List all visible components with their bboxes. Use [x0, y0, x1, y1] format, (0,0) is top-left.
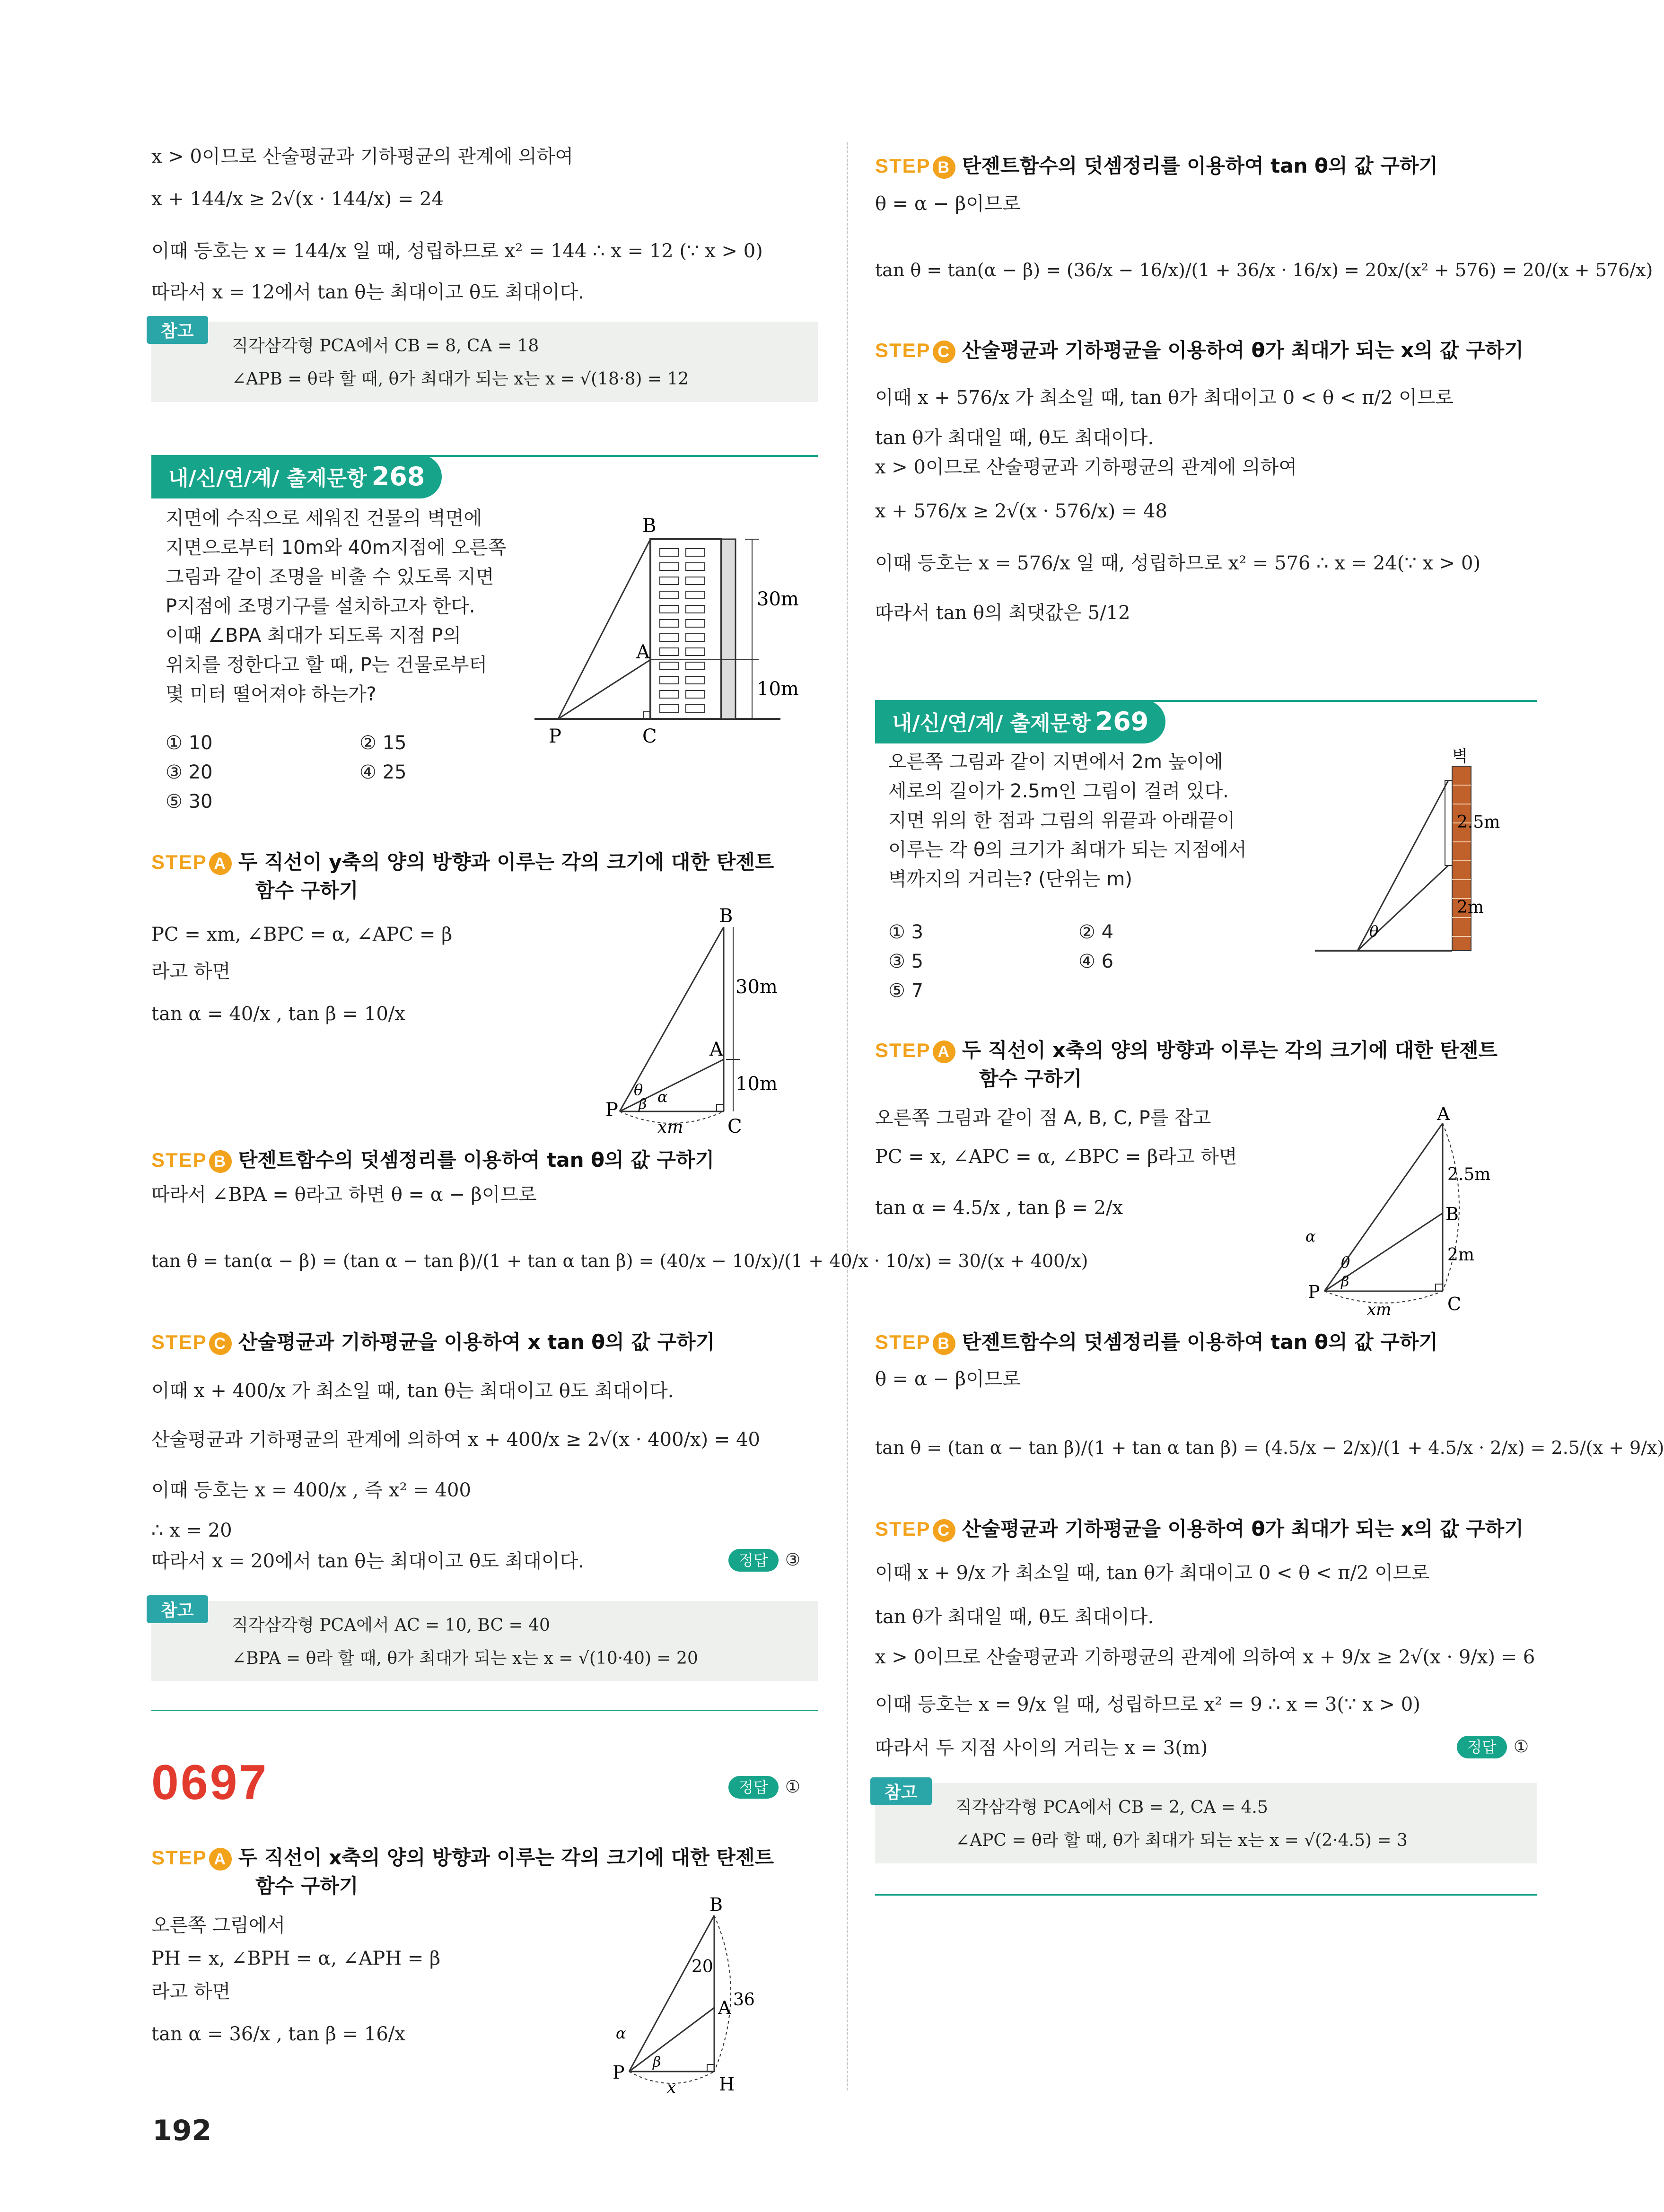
note-line: ∠BPA = θ라 할 때, θ가 최대가 되는 x는 x = √(10·40) = 20: [232, 1649, 698, 1668]
note-label: 참고: [870, 1777, 932, 1805]
label-C: C: [1447, 1294, 1462, 1314]
formula-line: 산술평균과 기하평균의 관계에 의하여 x + 400/x ≥ 2√(x · 400/x) = 40: [151, 1429, 761, 1451]
label-A: A: [709, 1039, 723, 1060]
formula-line: tan θ = (tan α − tan β)/(1 + tan α tan β) = (4.5/x − 2/x)/(1 + 4.5/x · 2/x) = 2.5/(x + 9/x): [875, 1437, 1664, 1458]
text-line: PC = x, ∠APC = α, ∠BPC = β라고 하면: [875, 1146, 1237, 1168]
step-tag-text: STEP: [151, 1149, 207, 1171]
problem-text: 그림과 같이 조명을 비출 수 있도록 지면: [166, 566, 494, 588]
text-line: PC = xm, ∠BPC = α, ∠APC = β: [151, 924, 453, 945]
step-c-heading: [875, 1513, 1524, 1542]
step-title: 산술평균과 기하평균을 이용하여 θ가 최대가 되는 x의 값 구하기: [962, 339, 1524, 362]
label-A: A: [718, 1997, 731, 2018]
text-line: tan θ가 최대일 때, θ도 최대이다.: [875, 427, 1154, 449]
text-line: θ = α − β이므로: [875, 193, 1021, 215]
choice-5[interactable]: ⑤ 30: [166, 791, 213, 813]
step-tag-text: STEP: [875, 1039, 931, 1061]
triangle-figure-0697: [605, 1894, 776, 2097]
text-line: 따라서 x = 12에서 tan θ는 최대이고 θ도 최대이다.: [151, 281, 584, 303]
step-letter: C: [933, 1519, 955, 1542]
triangle-figure-a: [605, 905, 778, 1145]
problem-text: 오른쪽 그림과 같이 지면에서 2m 높이에: [888, 751, 1223, 773]
answer-badge: [728, 1776, 800, 1799]
label-A: A: [1437, 1103, 1450, 1124]
question-number: 0697: [151, 1755, 269, 1810]
problem-text: 세로의 길이가 2.5m인 그림이 걸려 있다.: [888, 780, 1229, 802]
dim-2m: 2m: [1447, 1245, 1475, 1265]
formula-line: 이때 x + 576/x 가 최소일 때, tan θ가 최대이고 0 < θ < π/2 이므로: [875, 387, 1454, 409]
dim-30m: 30m: [736, 976, 778, 998]
step-b-heading: [151, 1145, 714, 1173]
label-B: B: [719, 905, 733, 927]
step-tag: [875, 155, 955, 177]
wall-figure: [1315, 747, 1504, 965]
formula-line: 이때 x + 400/x 가 최소일 때, tan θ는 최대이고 θ도 최대이다.: [151, 1380, 674, 1402]
step-letter: C: [933, 341, 955, 363]
text-line: x > 0이므로 산술평균과 기하평균의 관계에 의하여: [875, 456, 1297, 478]
formula-line: 이때 등호는 x = 400/x , 즉 x² = 400: [151, 1479, 471, 1501]
step-letter: A: [209, 1848, 232, 1871]
step-tag-text: STEP: [151, 851, 207, 873]
triangle-figure-269: [1296, 1103, 1504, 1320]
angle-theta: θ: [634, 1081, 643, 1099]
choice-2[interactable]: ② 4: [1078, 921, 1114, 943]
note-line: ∠APB = θ라 할 때, θ가 최대가 되는 x는 x = √(18·8) = 12: [232, 369, 689, 389]
formula-line: tan α = 40/x , tan β = 10/x: [151, 1003, 405, 1025]
formula-line: x > 0이므로 산술평균과 기하평균의 관계에 의하여 x + 9/x ≥ 2√(x · 9/x) = 6: [875, 1646, 1535, 1668]
text-line: PH = x, ∠BPH = α, ∠APH = β: [151, 1948, 441, 1969]
problem-text: 지면에 수직으로 세워진 건물의 벽면에: [166, 507, 482, 529]
answer-badge: [728, 1549, 800, 1572]
note-label: 참고: [147, 316, 208, 344]
step-letter: A: [933, 1040, 955, 1063]
problem-text: 이때 ∠BPA 최대가 되도록 지점 P의: [166, 625, 461, 647]
step-b-heading: [875, 150, 1438, 179]
label-A: A: [636, 641, 650, 663]
step-tag-text: STEP: [875, 155, 931, 177]
text-line: tan θ가 최대일 때, θ도 최대이다.: [875, 1606, 1154, 1628]
step-c-heading: [151, 1327, 715, 1355]
formula-line: ∴ x = 20: [151, 1520, 232, 1541]
answer-badge: [1457, 1736, 1529, 1758]
section-rule: [875, 1894, 1537, 1896]
problem-text: 지면 위의 한 점과 그림의 위끝과 아래끝이: [888, 810, 1235, 831]
note-box: [151, 1601, 818, 1681]
step-tag: [151, 1331, 232, 1353]
text-line: 오른쪽 그림에서: [151, 1915, 286, 1936]
formula-line: 이때 등호는 x = 144/x 일 때, 성립하므로 x² = 144 ∴ x = 12 (∵ x > 0): [151, 240, 763, 262]
step-title: 산술평균과 기하평균을 이용하여 x tan θ의 값 구하기: [238, 1330, 715, 1354]
step-title: 두 직선이 y축의 양의 방향과 이루는 각의 크기에 대한 탄젠트: [238, 850, 774, 874]
formula-line: tan θ = tan(α − β) = (tan α − tan β)/(1 + tan α tan β) = (40/x − 10/x)/(1 + 40/x · 10/x) = 30/(x + 400/x): [151, 1250, 1088, 1271]
angle-beta: β: [653, 2054, 661, 2071]
formula-line: 이때 등호는 x = 576/x 일 때, 성립하므로 x² = 576 ∴ x = 24(∵ x > 0): [875, 552, 1481, 574]
choice-4[interactable]: ④ 6: [1078, 951, 1114, 972]
choice-3[interactable]: ③ 5: [888, 951, 924, 972]
problem-text: 벽까지의 거리는? (단위는 m): [888, 868, 1132, 890]
formula-line: 따라서 tan θ의 최댓값은 5/12: [875, 602, 1130, 624]
angle-theta: θ: [1341, 1253, 1350, 1271]
step-title: 탄젠트함수의 덧셈정리를 이용하여 tan θ의 값 구하기: [962, 1330, 1438, 1354]
problem-text: 위치를 정한다고 할 때, P는 건물로부터: [166, 654, 488, 676]
angle-theta: θ: [1369, 922, 1379, 940]
problem-text: P지점에 조명기구를 설치하고자 한다.: [166, 595, 475, 617]
problem-text: 몇 미터 떨어져야 하는가?: [166, 683, 377, 705]
formula-line: x + 144/x ≥ 2√(x · 144/x) = 24: [151, 188, 444, 210]
problem-badge: [151, 455, 442, 498]
formula-line: x + 576/x ≥ 2√(x · 576/x) = 48: [875, 500, 1167, 522]
note-label: 참고: [147, 1595, 208, 1623]
note-line: 직각삼각형 PCA에서 CB = 8, CA = 18: [232, 336, 539, 356]
building-figure: [530, 511, 799, 747]
text-line: x > 0이므로 산술평균과 기하평균의 관계에 의하여: [151, 146, 573, 167]
angle-beta: β: [639, 1096, 647, 1113]
label-P: P: [613, 2062, 625, 2083]
dim-10m: 10m: [757, 678, 799, 700]
text-line: 따라서 ∠BPA = θ라고 하면 θ = α − β이므로: [151, 1184, 537, 1206]
step-tag: [875, 1518, 955, 1540]
label-B: B: [709, 1894, 723, 1915]
dim-2.5m: 2.5m: [1447, 1165, 1491, 1184]
choice-1[interactable]: ① 10: [166, 732, 213, 754]
text-line: 따라서 x = 20에서 tan θ는 최대이고 θ도 최대이다.: [151, 1550, 584, 1572]
text-line: 라고 하면: [151, 961, 231, 982]
label-P: P: [605, 1099, 618, 1121]
step-title: 산술평균과 기하평균을 이용하여 θ가 최대가 되는 x의 값 구하기: [962, 1517, 1524, 1540]
choice-5[interactable]: ⑤ 7: [888, 980, 924, 1002]
choice-1[interactable]: ① 3: [888, 921, 924, 943]
note-line: 직각삼각형 PCA에서 AC = 10, BC = 40: [232, 1616, 550, 1635]
label-C: C: [642, 726, 657, 747]
answer-label: 정답: [1457, 1736, 1507, 1758]
label-C: C: [727, 1116, 742, 1137]
column-divider: [847, 142, 848, 2090]
step-letter: B: [933, 156, 955, 179]
step-letter: C: [209, 1332, 232, 1355]
choice-4[interactable]: ④ 25: [359, 761, 407, 783]
dim-36: 36: [733, 1990, 755, 2010]
step-letter: B: [209, 1150, 232, 1173]
label-P: P: [1308, 1282, 1320, 1303]
text-line: θ = α − β이므로: [875, 1368, 1021, 1390]
answer-value: ①: [785, 1777, 801, 1797]
label-B: B: [642, 515, 657, 537]
problem-badge: [875, 700, 1165, 743]
step-title: 두 직선이 x축의 양의 방향과 이루는 각의 크기에 대한 탄젠트: [238, 1846, 774, 1869]
step-tag-text: STEP: [151, 1846, 207, 1869]
step-tag-text: STEP: [875, 339, 931, 361]
section-rule: [151, 1710, 818, 1711]
step-tag: [875, 1331, 955, 1353]
step-tag: [875, 339, 955, 361]
step-letter: A: [209, 852, 232, 875]
problem-number: 268: [371, 462, 425, 491]
step-title-cont: 함수 구하기: [255, 1874, 359, 1897]
formula-line: 이때 등호는 x = 9/x 일 때, 성립하므로 x² = 9 ∴ x = 3(∵ x > 0): [875, 1694, 1420, 1715]
angle-alpha: α: [616, 2024, 626, 2042]
formula-line: tan α = 36/x , tan β = 16/x: [151, 2023, 405, 2045]
dim-x: x: [667, 2078, 676, 2097]
angle-beta: β: [1341, 1274, 1349, 1290]
problem-text: 지면으로부터 10m와 40m지점에 오른쪽: [166, 537, 507, 559]
answer-label: 정답: [728, 1549, 779, 1572]
label-P: P: [549, 726, 561, 747]
dim-2m: 2m: [1457, 898, 1484, 917]
step-tag-text: STEP: [875, 1331, 931, 1353]
problem-badge-label: 내/신/연/계/ 출제문항: [892, 711, 1091, 735]
label-B: B: [1445, 1204, 1459, 1224]
formula-line: 이때 x + 9/x 가 최소일 때, tan θ가 최대이고 0 < θ < π/2 이므로: [875, 1562, 1430, 1584]
step-a-heading: [875, 1035, 1498, 1092]
note-line: 직각삼각형 PCA에서 CB = 2, CA = 4.5: [955, 1798, 1268, 1817]
step-title: 탄젠트함수의 덧셈정리를 이용하여 tan θ의 값 구하기: [962, 154, 1438, 177]
problem-header: [875, 700, 1537, 743]
dim-2.5m: 2.5m: [1457, 813, 1500, 832]
formula-line: tan θ = tan(α − β) = (36/x − 16/x)/(1 + 36/x · 16/x) = 20x/(x² + 576) = 20/(x + 576/x): [875, 260, 1653, 280]
step-title: 두 직선이 x축의 양의 방향과 이루는 각의 크기에 대한 탄젠트: [962, 1039, 1498, 1062]
text-line: 오른쪽 그림과 같이 점 A, B, C, P를 잡고: [875, 1107, 1211, 1129]
dim-10m: 10m: [736, 1073, 778, 1095]
step-tag-text: STEP: [151, 1331, 207, 1353]
step-b-heading: [875, 1327, 1438, 1355]
angle-alpha: α: [657, 1088, 668, 1106]
note-box: [875, 1783, 1537, 1863]
dim-20: 20: [692, 1957, 713, 1976]
step-letter: B: [933, 1332, 955, 1355]
angle-alpha: α: [1305, 1227, 1316, 1245]
note-box: [151, 322, 818, 402]
step-a-heading: [151, 847, 774, 903]
choice-2[interactable]: ② 15: [359, 732, 407, 754]
step-tag: [151, 1149, 232, 1171]
answer-value: ③: [785, 1550, 801, 1570]
answer-label: 정답: [728, 1776, 779, 1799]
answer-value: ①: [1513, 1737, 1529, 1757]
wall-label: 벽: [1452, 747, 1468, 766]
formula-line: tan α = 4.5/x , tan β = 2/x: [875, 1197, 1123, 1219]
note-line: ∠APC = θ라 할 때, θ가 최대가 되는 x는 x = √(2·4.5) = 3: [955, 1831, 1408, 1850]
problem-text: 이루는 각 θ의 크기가 최대가 되는 지점에서: [888, 839, 1247, 861]
step-a-heading: [151, 1842, 774, 1899]
problem-header: [151, 455, 818, 498]
step-tag: [151, 851, 232, 873]
text-line: 따라서 두 지점 사이의 거리는 x = 3(m): [875, 1737, 1208, 1759]
label-H: H: [719, 2074, 735, 2095]
problem-number: 269: [1095, 707, 1149, 736]
page-number: 192: [152, 2114, 212, 2147]
dim-xm: xm: [657, 1118, 683, 1137]
step-tag-text: STEP: [875, 1518, 931, 1540]
dim-xm: xm: [1367, 1300, 1392, 1319]
step-c-heading: [875, 335, 1524, 363]
text-line: 라고 하면: [151, 1981, 231, 2002]
step-title: 탄젠트함수의 덧셈정리를 이용하여 tan θ의 값 구하기: [238, 1148, 715, 1172]
step-title-cont: 함수 구하기: [255, 879, 359, 902]
choice-3[interactable]: ③ 20: [166, 761, 213, 783]
problem-badge-label: 내/신/연/계/ 출제문항: [168, 466, 367, 490]
step-title-cont: 함수 구하기: [979, 1067, 1082, 1090]
dim-30m: 30m: [757, 588, 799, 610]
step-tag: [151, 1846, 232, 1869]
step-tag: [875, 1039, 955, 1061]
